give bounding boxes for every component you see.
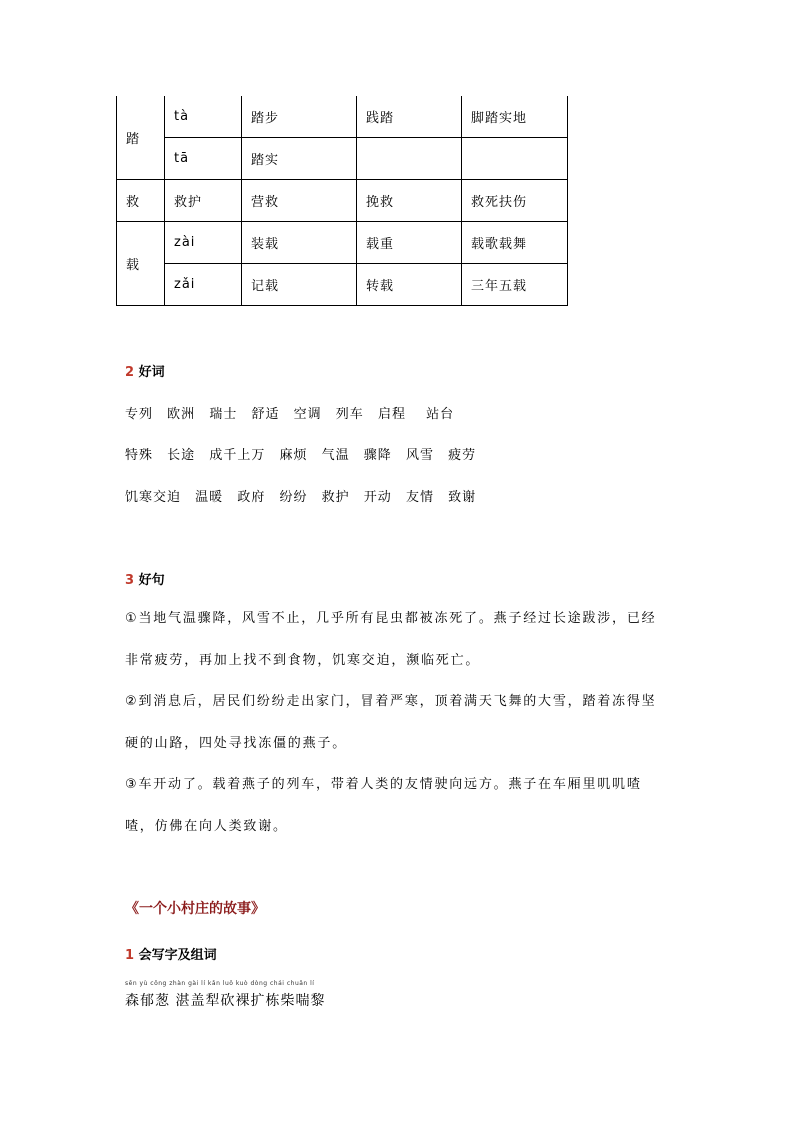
table-pinyin-cell: tà: [165, 96, 242, 138]
word: 疲劳: [448, 448, 477, 463]
table-char-cell: 救: [117, 180, 165, 222]
word: 温暖: [195, 490, 224, 505]
table-row: [117, 96, 568, 138]
word: 饥寒交迫: [125, 490, 182, 505]
word: 空调: [293, 407, 322, 422]
table-word-cell: 转载: [357, 264, 462, 306]
word: 政府: [237, 490, 266, 505]
section-number: 2: [125, 365, 135, 380]
word: 特殊: [125, 448, 154, 463]
table-pinyin-cell: tā: [165, 138, 242, 180]
table-char-cell: 踏: [117, 96, 165, 180]
word-list: [125, 444, 486, 463]
table-row: [117, 138, 568, 180]
table-word-cell: 载歌载舞: [462, 222, 568, 264]
writing-characters-row: 森郁葱 湛盖犁砍裸扩栋柴喘黎: [125, 993, 326, 1009]
table-pinyin-cell: zài: [165, 222, 242, 264]
word: 风雪: [405, 448, 434, 463]
word: 列车: [335, 407, 364, 422]
table-pinyin-cell: 救护: [165, 180, 242, 222]
pinyin-row: sēn yù cōng zhàn gài lí kǎn luǒ kuò dòng chái chuǎn lí: [125, 980, 315, 987]
sentence-item: ②到消息后，居民们纷纷走出家门，冒着严寒，顶着满天飞舞的大雪，踏着冻得坚硬的山路，四处寻找冻僵的燕子。: [125, 694, 657, 751]
table-word-cell: 脚踏实地: [462, 96, 568, 138]
table-word-cell: [357, 138, 462, 180]
table-word-cell: 三年五载: [462, 264, 568, 306]
word: 开动: [363, 490, 392, 505]
lesson-title: 《一个小村庄的故事》: [125, 901, 265, 917]
table-word-cell: 营救: [242, 180, 357, 222]
table-char-cell: 载: [117, 222, 165, 306]
word: 专列: [125, 407, 154, 422]
table-word-cell: 记载: [242, 264, 357, 306]
word: 瑞士: [209, 407, 238, 422]
sentence-item: ①当地气温骤降，风雪不止，几乎所有昆虫都被冻死了。燕子经过长途跋涉，已经非常疲劳，再加上找不到食物，饥寒交迫，濒临死亡。: [125, 611, 657, 668]
section-number: 3: [125, 573, 135, 588]
word: 长途: [167, 448, 196, 463]
word: 气温: [321, 448, 350, 463]
table-row: [117, 222, 568, 264]
good-sentences-heading: [125, 569, 165, 588]
section-number: 1: [125, 948, 135, 963]
table-word-cell: 践踏: [357, 96, 462, 138]
table-word-cell: 挽救: [357, 180, 462, 222]
word: 站台: [426, 407, 455, 422]
word: 友情: [405, 490, 434, 505]
section-title: 好句: [138, 573, 165, 588]
word: 启程: [377, 407, 406, 422]
lesson-section-heading: [125, 944, 217, 963]
table-word-cell: 踏实: [242, 138, 357, 180]
section-title: 好词: [138, 365, 165, 380]
table-row: [117, 180, 568, 222]
table-pinyin-cell: zǎi: [165, 264, 242, 306]
character-table: [116, 96, 568, 306]
word: 欧洲: [167, 407, 196, 422]
sentence-item: ③车开动了。载着燕子的列车，带着人类的友情驶向远方。燕子在车厢里叽叽喳喳，仿佛在向人类致谢。: [125, 777, 642, 834]
table-word-cell: [462, 138, 568, 180]
word: 麻烦: [279, 448, 308, 463]
table-word-cell: 救死扶伤: [462, 180, 568, 222]
word: 成千上万: [209, 448, 266, 463]
table-word-cell: 踏步: [242, 96, 357, 138]
good-words-heading: [125, 361, 165, 380]
table-word-cell: 装载: [242, 222, 357, 264]
word: 舒适: [251, 407, 280, 422]
word: 纷纷: [279, 490, 308, 505]
word: 救护: [321, 490, 350, 505]
table-row: [117, 264, 568, 306]
word-list: [125, 486, 486, 505]
word: 骤降: [363, 448, 392, 463]
table-word-cell: 载重: [357, 222, 462, 264]
word: 致谢: [448, 490, 477, 505]
section-title: 会写字及组词: [138, 948, 217, 963]
word-list: [125, 403, 464, 422]
